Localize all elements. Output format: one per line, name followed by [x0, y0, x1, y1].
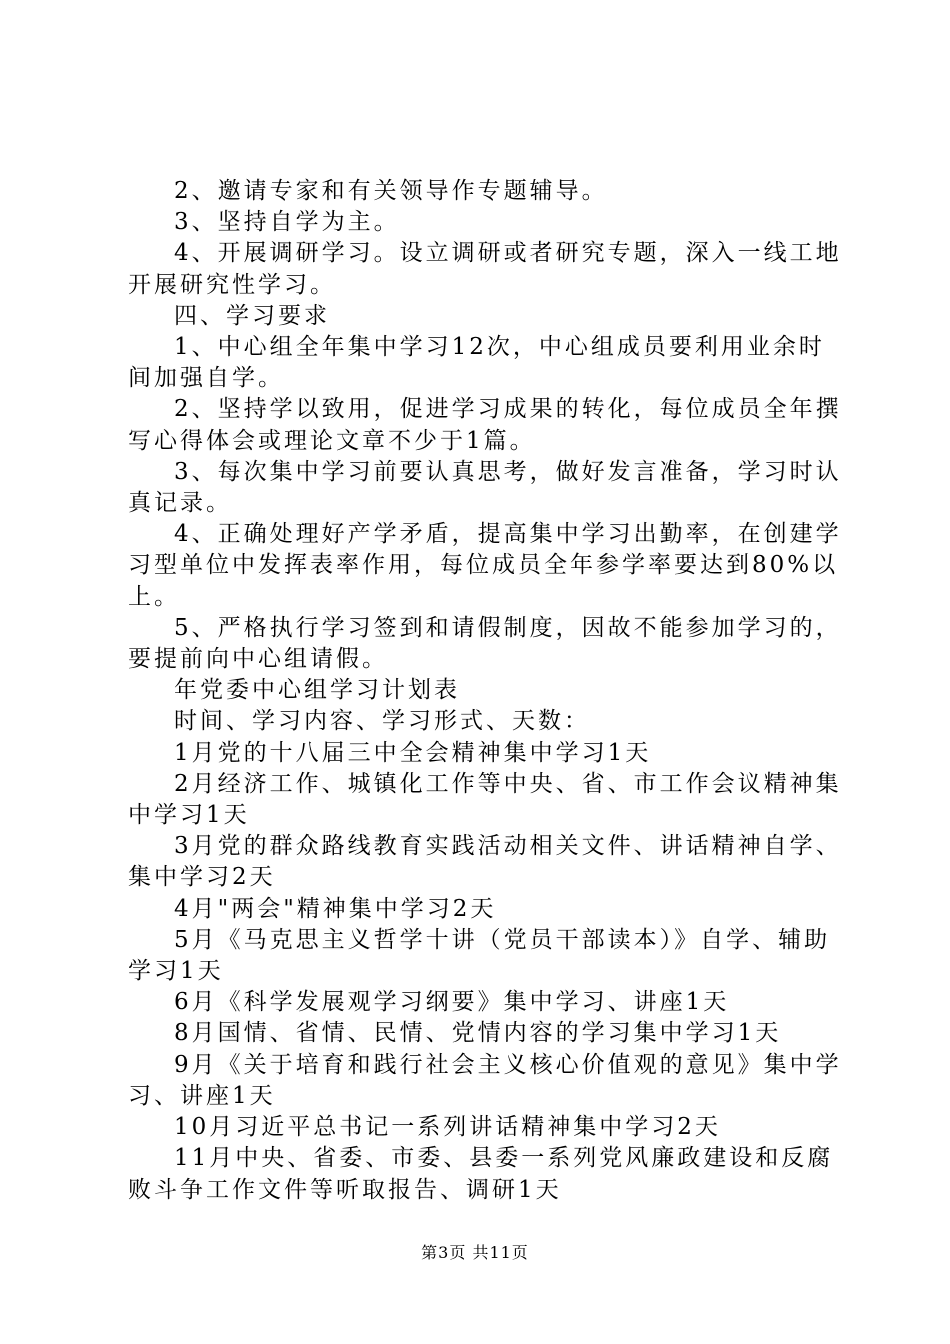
paragraph: 2、邀请专家和有关领导作专题辅导。	[174, 178, 608, 204]
paragraph: 4、正确处理好产学矛盾，提高集中学习出勤率，在创建学习型单位中发挥表率作用，每位成员全年参学率要达到80%以上。	[128, 521, 842, 610]
paragraph: 5、严格执行学习签到和请假制度，因故不能参加学习的，要提前向中心组请假。	[128, 614, 842, 673]
schedule-item: 5月《马克思主义哲学十讲（党员干部读本）》自学、辅助学习1天	[128, 926, 831, 985]
schedule-item: 11月中央、省委、市委、县委一系列党风廉政建设和反腐败斗争工作文件等听取报告、调研1天	[128, 1145, 834, 1203]
section-heading: 四、学习要求	[174, 302, 330, 329]
schedule-item: 10月习近平总书记一系列讲话精神集中学习2天	[174, 1114, 721, 1141]
table-header: 时间、学习内容、学习形式、天数：	[174, 708, 590, 735]
paragraph: 2、坚持学以致用，促进学习成果的转化，每位成员全年撰写心得体会或理论文章不少于1篇。	[128, 396, 842, 454]
schedule-item: 9月《关于培育和践行社会主义核心价值观的意见》集中学习、讲座1天	[128, 1051, 842, 1109]
page-number: 第3页 共11页	[421, 1243, 529, 1262]
schedule-item: 2月经济工作、城镇化工作等中央、省、市工作会议精神集中学习1天	[128, 770, 842, 829]
schedule-item: 3月党的群众路线教育实践活动相关文件、讲话精神自学、集中学习2天	[128, 833, 842, 891]
schedule-item: 4月"两会"精神集中学习2天	[174, 895, 497, 922]
paragraph: 3、每次集中学习前要认真思考，做好发言准备，学习时认真记录。	[128, 458, 842, 517]
table-title: 年党委中心组学习计划表	[174, 677, 460, 704]
schedule-item: 8月国情、省情、民情、党情内容的学习集中学习1天	[174, 1020, 782, 1047]
paragraph: 4、开展调研学习。设立调研或者研究专题，深入一线工地开展研究性学习。	[128, 240, 842, 298]
paragraph: 3、坚持自学为主。	[174, 209, 400, 236]
paragraph: 1、中心组全年集中学习12次，中心组成员要利用业余时间加强自学。	[128, 334, 825, 392]
document-body	[128, 176, 848, 1206]
schedule-item: 6月《科学发展观学习纲要》集中学习、讲座1天	[174, 989, 730, 1016]
schedule-item: 1月党的十八届三中全会精神集中学习1天	[174, 739, 652, 766]
